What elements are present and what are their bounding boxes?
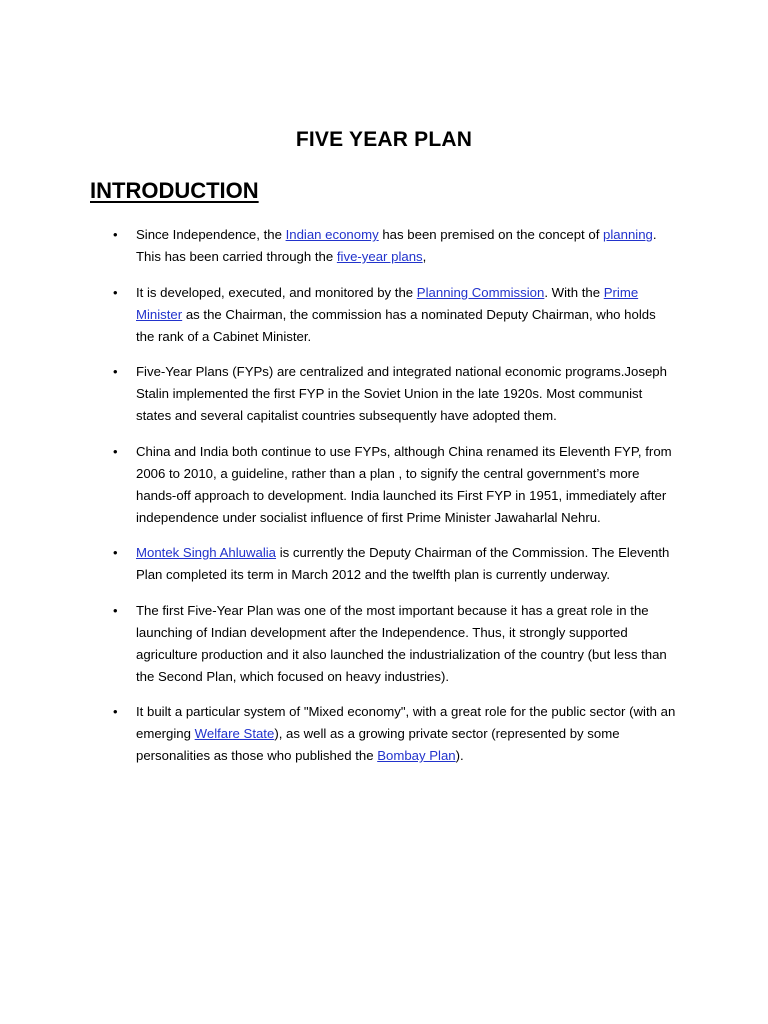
bullet-item <box>0 441 768 529</box>
hyperlink[interactable]: Planning Commission <box>416 284 545 300</box>
paragraph-text: Since Independence, the <box>136 227 286 242</box>
bullet-item <box>0 361 768 427</box>
hyperlink[interactable]: five-year plans <box>336 249 423 264</box>
bullet-point-icon: • <box>113 602 118 618</box>
paragraph-text: , <box>422 249 427 264</box>
bullet-point-icon: • <box>113 227 118 242</box>
section-heading-introduction: INTRODUCTION <box>90 178 259 203</box>
paragraph-text: . With the <box>544 284 604 300</box>
paragraph-text: . This has been carried through the <box>136 227 657 264</box>
hyperlink[interactable]: planning <box>603 227 653 242</box>
paragraph-text: China and India both continue to use FYPs, although China renamed its Eleventh FYP, from 2006 to 2010, a guideline, rather than a plan , to signify the central government’s more hands-off approach to development. India launched its First FYP in 1951, immediately after independence under socialist influence of first Prime Minister Jawaharlal Nehru. <box>136 443 672 525</box>
hyperlink[interactable]: Prime Minister <box>136 284 639 322</box>
bullet-point-icon: • <box>113 704 118 719</box>
paragraph-text: is currently the Deputy Chairman of the Commission. The Eleventh Plan completed its term in March 2012 and the twelfth plan is currently underway. <box>136 545 670 582</box>
bullet-point-icon: • <box>113 545 118 560</box>
hyperlink[interactable]: Welfare State <box>194 726 275 741</box>
bullet-item <box>0 224 768 268</box>
bullet-point-icon: • <box>113 284 118 300</box>
bullet-item <box>0 282 768 348</box>
bullet-item <box>0 600 768 688</box>
document-title: FIVE YEAR PLAN <box>295 128 473 151</box>
bullet-list <box>0 224 768 781</box>
hyperlink[interactable]: Montek Singh Ahluwalia <box>136 545 277 560</box>
bullet-point-icon: • <box>113 443 118 459</box>
paragraph-text: as the Chairman, the commission has a nominated Deputy Chairman, who holds the rank of a Cabinet Minister. <box>136 306 656 344</box>
bullet-item <box>0 542 768 586</box>
bullet-point-icon: • <box>113 364 118 379</box>
paragraph-text: The first Five-Year Plan was one of the most important because it has a great role in the launching of Indian development after the Independence. Thus, it strongly supported agriculture production and it also launched the industrialization of the country (but less than the Second Plan, which focused on heavy industries). <box>136 602 667 684</box>
paragraph-text: It built a particular system of "Mixed economy", with a great role for the public sector (with an emerging <box>136 704 676 741</box>
paragraph-text: It is developed, executed, and monitored by the <box>136 284 417 300</box>
paragraph-text: has been premised on the concept of <box>378 227 604 242</box>
paragraph-text: ). <box>455 748 464 763</box>
paragraph-text: Five-Year Plans (FYPs) are centralized and integrated national economic programs.Joseph Stalin implemented the first FYP in the Soviet Union in the late 1920s. Most communist states and several capitalist countries subsequently have adopted them. <box>136 364 667 423</box>
bullet-item <box>0 701 768 767</box>
paragraph-text: ), as well as a growing private sector (represented by some personalities as those who published the <box>136 726 620 763</box>
hyperlink[interactable]: Bombay Plan <box>377 748 456 763</box>
hyperlink[interactable]: Indian economy <box>285 227 379 242</box>
